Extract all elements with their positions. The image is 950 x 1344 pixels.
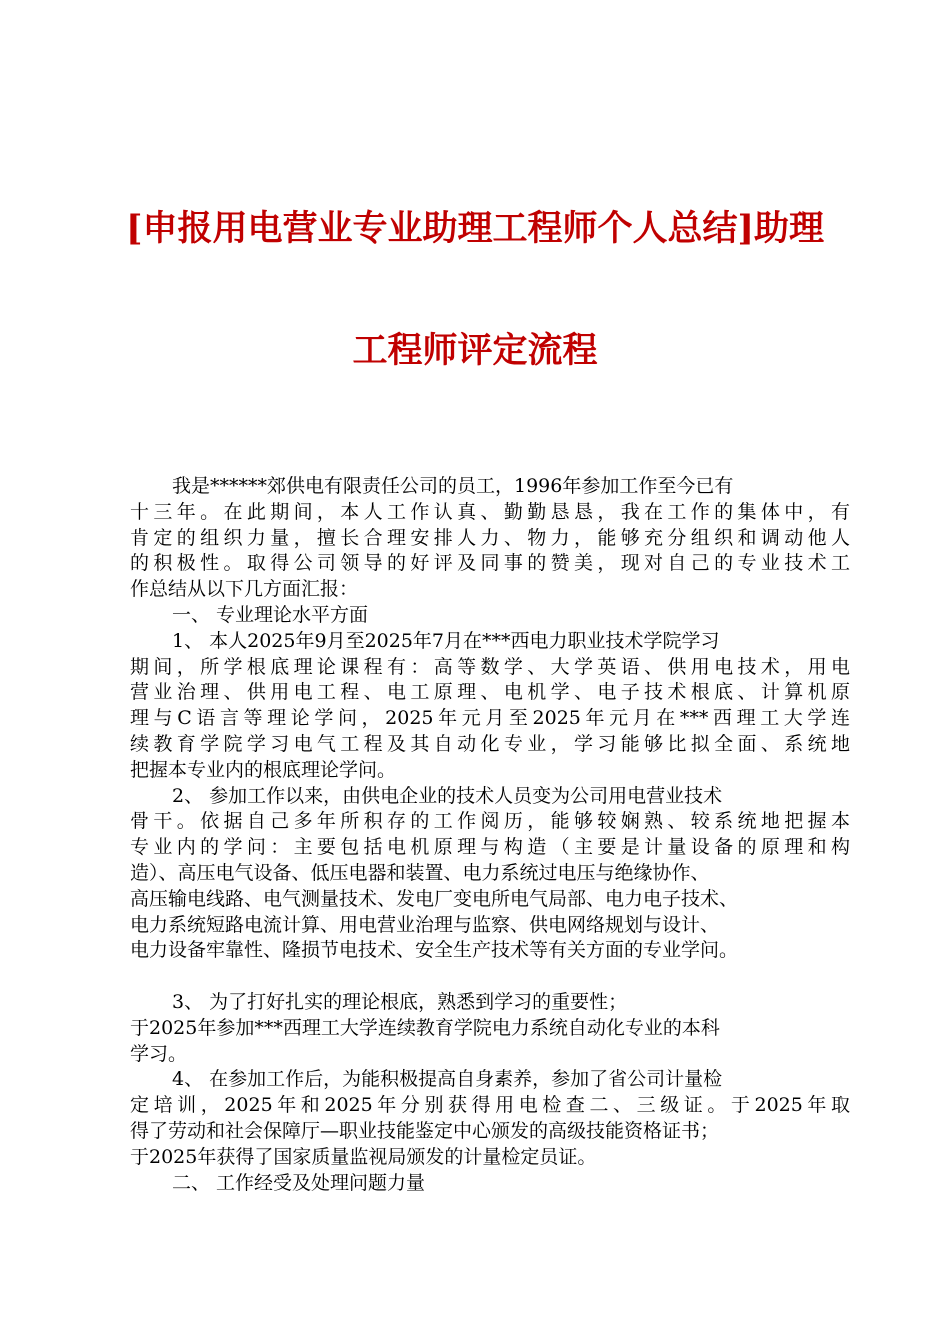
item-2-line: 专业内的学问：主要包括电机原理与构造（主要是计量设备的原理和构: [130, 836, 850, 859]
paragraph-intro-line: 作总结从以下几方面汇报：: [130, 578, 359, 601]
item-1-line: 营业治理、供用电工程、电工原理、电机学、电子技术根底、计算机原: [130, 681, 850, 704]
item-2-line: 2、 参加工作以来，由供电企业的技术人员变为公司用电营业技术: [172, 784, 723, 807]
item-2-line: 高压输电线路、电气测量技术、发电厂变电所电气局部、电力电子技术、: [130, 887, 739, 910]
item-1-line: 期间，所学根底理论课程有：高等数学、大学英语、供用电技术，用电: [130, 655, 850, 678]
item-3-line: 3、 为了打好扎实的理论根底，熟悉到学习的重要性；: [172, 990, 628, 1013]
item-3-line: 于2025年参加***西理工大学连续教育学院电力系统自动化专业的本科: [130, 1016, 720, 1039]
item-3-line: 学习。: [130, 1042, 188, 1065]
section-heading-2: 二、 工作经受及处理问题力量: [172, 1171, 426, 1194]
paragraph-intro-line: 十三年。在此期间，本人工作认真、勤勤恳恳，我在工作的集体中，有: [130, 500, 850, 523]
item-1-line: 把握本专业内的根底理论学问。: [130, 758, 397, 781]
item-1-line: 续教育学院学习电气工程及其自动化专业，学习能够比拟全面、系统地: [130, 732, 850, 755]
item-1-line: 1、 本人2025年9月至2025年7月在***西电力职业技术学院学习: [172, 629, 720, 652]
item-2-line: 电力系统短路电流计算、用电营业治理与监察、供电网络规划与设计、: [130, 913, 720, 936]
paragraph-intro-line: 的积极性。取得公司领导的好评及同事的赞美，现对自己的专业技术工: [130, 552, 850, 575]
item-2-line: 造）、高压电气设备、低压电器和装置、电力系统过电压与绝缘协作、: [130, 861, 710, 884]
title-line-1: [申报用电营业专业助理工程师个人总结]助理: [125, 208, 825, 249]
section-heading-1: 一、 专业理论水平方面: [172, 603, 369, 626]
item-4-line: 于2025年获得了国家质量监视局颁发的计量检定员证。: [130, 1145, 597, 1168]
item-4-line: 4、 在参加工作后，为能积极提高自身素养，参加了省公司计量检: [172, 1068, 723, 1091]
body-text: [130, 474, 850, 1196]
title-line-2: 工程师评定流程: [352, 330, 598, 371]
item-1-line: 理与C语言等理论学问，2025年元月至2025年元月在***西理工大学连: [130, 707, 850, 730]
blank-line: [130, 964, 850, 990]
item-2-line: 电力设备牢靠性、隆损节电技术、安全生产技术等有关方面的专业学问。: [130, 939, 739, 962]
paragraph-intro-line: 我是******郊供电有限责任公司的员工，1996年参加工作至今已有: [172, 475, 734, 497]
item-2-line: 骨干。依据自己多年所积存的工作阅历，能够较娴熟、较系统地把握本: [130, 810, 850, 833]
paragraph-intro-line: 肯定的组织力量，擅长合理安排人力、物力，能够充分组织和调动他人: [130, 526, 850, 549]
item-4-line: 定培训，2025年和2025年分别获得用电检查二、三级证。于2025年取: [130, 1094, 850, 1117]
item-4-line: 得了劳动和社会保障厅—职业技能鉴定中心颁发的高级技能资格证书；: [130, 1119, 720, 1142]
